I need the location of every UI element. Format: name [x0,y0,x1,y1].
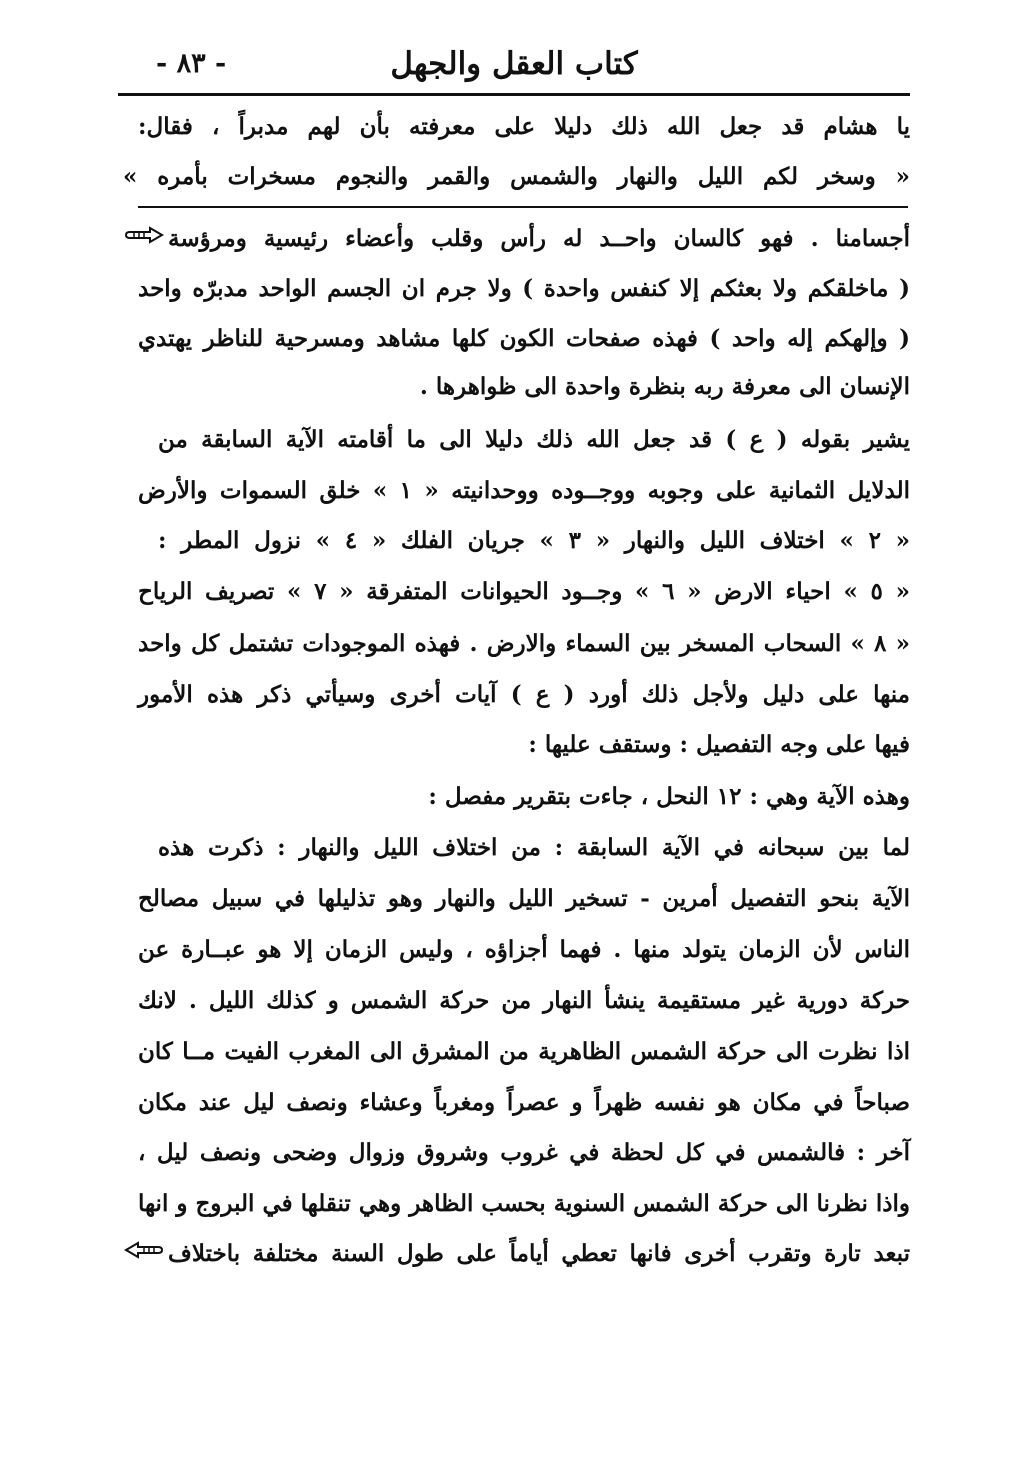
text-line-11: « ٨ » السحاب المسخر بين السماء والارض . فهذه الموجودات تشتمل كل واحد [138,630,911,657]
text-line-4: ( ماخلقكم ولا بعثكم إلا كنفس واحدة ) ولا جرم ان الجسم الواحد مدبرّه واحد [138,275,910,302]
text-line-14: وهذه الآية وهي : ١٢ النحل ، جاءت بتقرير مفصل : [428,783,910,810]
text-line-15: لما بين سبحانه في الآية السابقة : من اختلاف الليل والنهار : ذكرت هذه [158,834,910,861]
text-line-3-row [120,222,910,256]
page-number: - ٨٣ - [156,48,227,79]
text-line-23-row [120,1237,910,1271]
text-line-6: الإنسان الى معرفة ربه بنظرة واحدة الى ظواهرها . [419,373,910,400]
section-divider [138,206,908,208]
text-line-13: فيها على وجه التفصيل : وستقف عليها : [528,731,910,758]
text-line-1: يا هشام قد جعل الله ذلك دليلا على معرفته بأن لهم مدبراً ، فقال: [138,113,910,140]
text-line-10: « ٥ » احياء الارض « ٦ » وجــود الحيوانات المتفرقة « ٧ » تصريف الرياح [138,578,910,605]
page-header [118,40,910,90]
text-line-16: الآية بنحو التفصيل أمرين - تسخير الليل والنهار وهو تذليلها في سبيل مصالح [138,885,910,912]
text-line-22: واذا نظرنا الى حركة الشمس السنوية بحسب الظاهر وهي تنقلها في البروج و انها [137,1190,910,1217]
header-rule [118,93,910,96]
text-line-5: ( وإلهكم إله واحد ) فهذه صفحات الكون كلها مشاهد ومسرحية للناظر يهتدي [138,325,910,352]
text-line-18: حركة دورية غير مستقيمة ينشأ النهار من حركة الشمس و كذلك الليل . لانك [138,987,910,1014]
text-line-20: صباحاً في مكان هو نفسه ظهراً و عصراً ومغرباً وعشاء ونصف ليل عند مكان [138,1089,910,1116]
text-line-7: يشير بقوله ( ع ) قد جعل الله ذلك دليلا الى ما أقامته الآية السابقة من [158,426,910,453]
text-line-9: « ٢ » اختلاف الليل والنهار « ٣ » جريان الفلك « ٤ » نزول المطر : [158,527,910,554]
text-line-8: الدلايل الثمانية على وجوبه ووجــوده ووحدانيته « ١ » خلق السموات والأرض [138,477,910,504]
text-line-21: آخر : فالشمس في كل لحظة في غروب وشروق وزوال وضحى ونصف ليل ، [138,1139,910,1166]
text-line-17: الناس لأن الزمان يتولد منها . فهما أجزاؤه ، وليس الزمان إلا هو عبــارة عن [138,936,910,963]
text-line-19: اذا نظرت الى حركة الشمس الظاهرية من المشرق الى المغرب الفيت مــا كان [138,1038,910,1065]
text-line-23: تبعد تارة وتقرب أخرى فانها تعطي أياماً على طول السنة مختلفة باختلاف [168,1240,910,1267]
pointing-hand-icon [124,222,164,256]
running-title: كتاب العقل والجهل [390,46,638,82]
pointing-hand-icon [124,1237,164,1271]
text-line-2: « وسخر لكم الليل والنهار والشمس والقمر والنجوم مسخرات بأمره » [123,163,910,190]
text-line-3: أجسامنا . فهو كالسان واحــد له رأس وقلب وأعضاء رئيسية ومرؤسة [168,225,910,252]
text-line-12: منها على دليل ولأجل ذلك أورد ( ع ) آيات أخرى وسيأتي ذكر هذه الأمور [138,681,910,708]
